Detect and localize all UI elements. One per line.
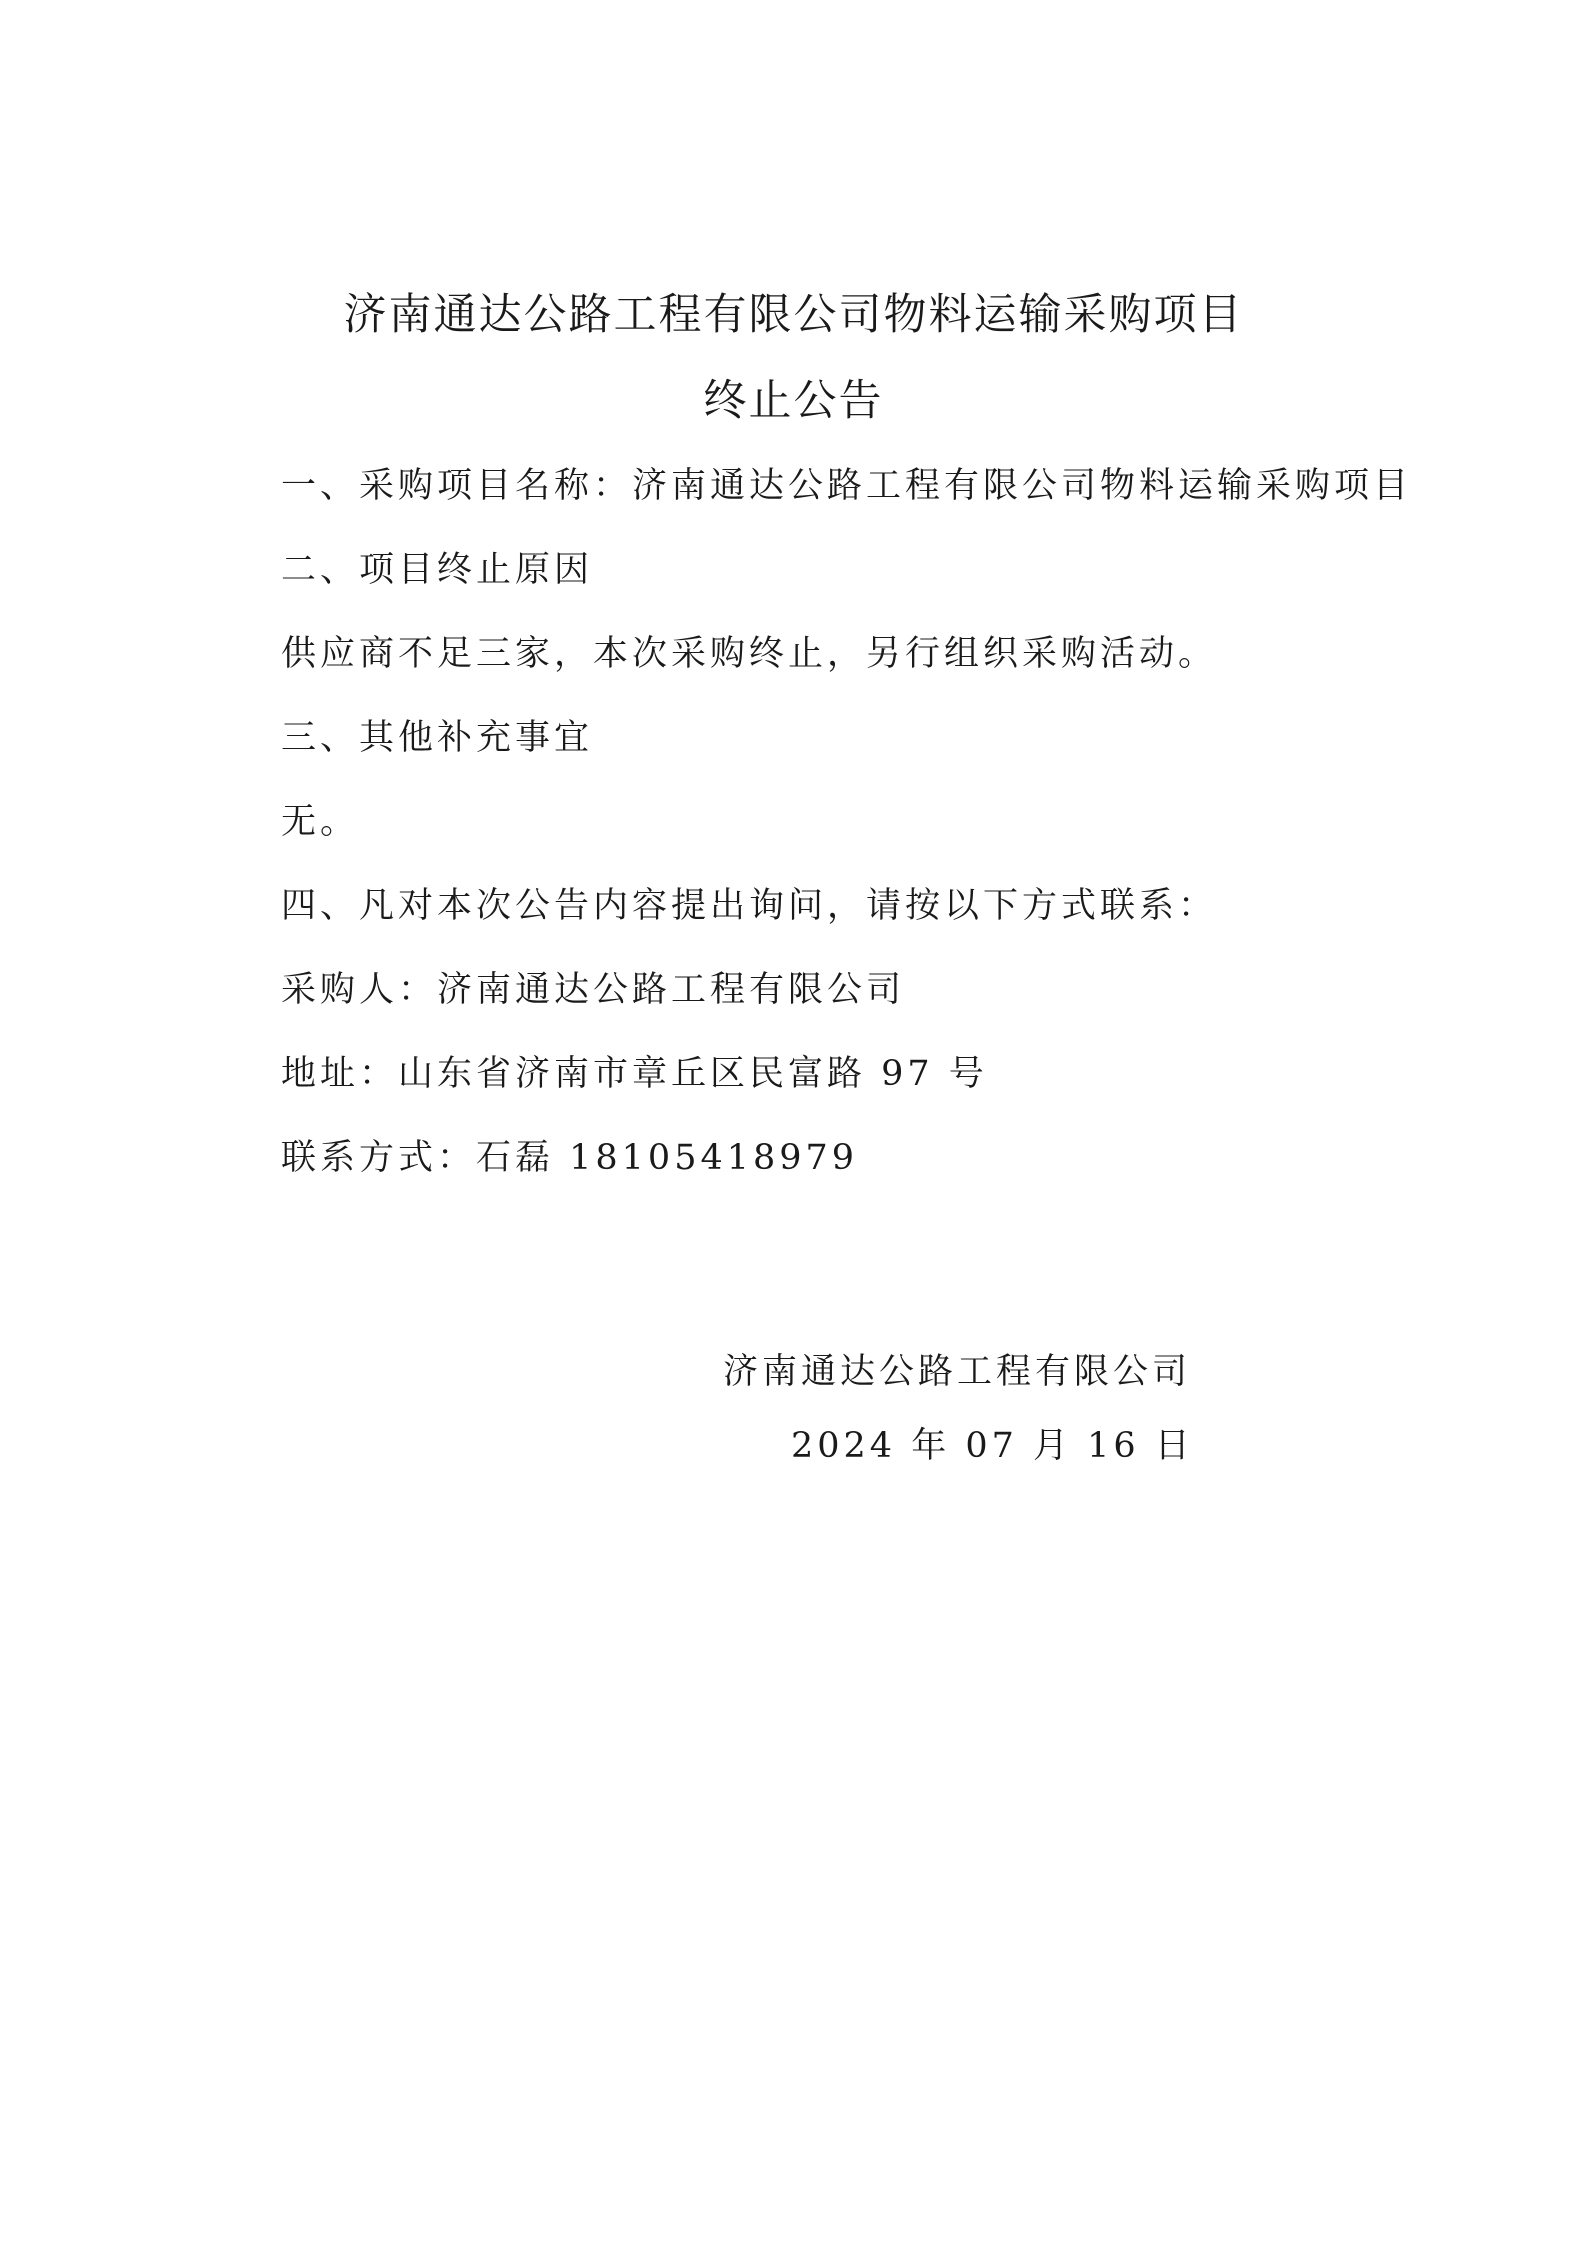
document-title-line-2: 终止公告	[703, 376, 884, 426]
signature-company: 济南通达公路工程有限公司	[723, 1352, 1192, 1392]
section-heading-contact: 四、凡对本次公告内容提出询问，请按以下方式联系：	[281, 886, 1218, 926]
section-heading-other-matters: 三、其他补充事宜	[281, 718, 594, 758]
address-line: 地址：山东省济南市章丘区民富路 97 号	[281, 1054, 988, 1094]
purchaser-line: 采购人：济南通达公路工程有限公司	[281, 970, 906, 1010]
contact-line: 联系方式：石磊 18105418979	[281, 1138, 859, 1178]
signature-date: 2024 年 07 月 16 日	[791, 1426, 1194, 1466]
document-title-line-1: 济南通达公路工程有限公司物料运输采购项目	[343, 290, 1244, 340]
termination-reason-text: 供应商不足三家，本次采购终止，另行组织采购活动。	[281, 634, 1218, 674]
section-heading-termination-reason: 二、项目终止原因	[281, 550, 594, 590]
project-name-line: 一、采购项目名称：济南通达公路工程有限公司物料运输采购项目	[281, 466, 1413, 506]
other-matters-text: 无。	[281, 802, 360, 842]
